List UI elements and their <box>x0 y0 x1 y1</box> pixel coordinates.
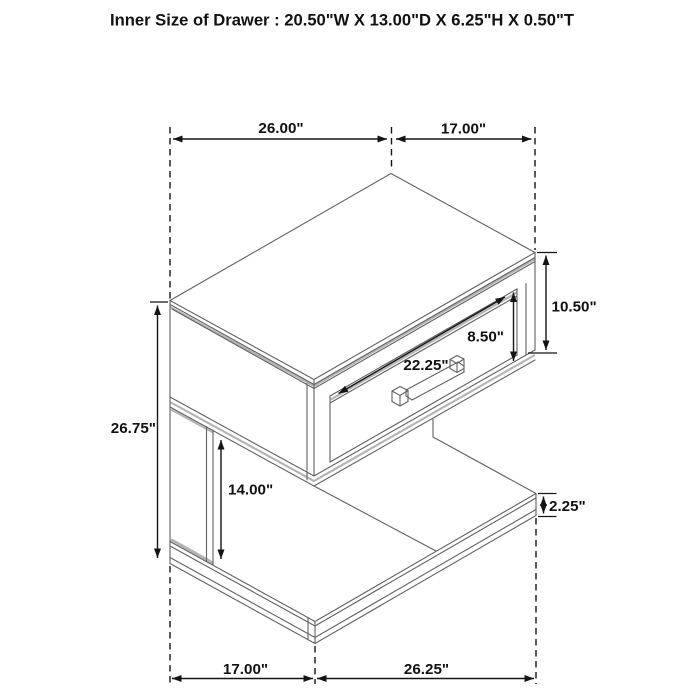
dim-label-base-thickness: 2.25" <box>549 498 586 515</box>
cabinet-outline <box>170 174 535 552</box>
diagram-title: Inner Size of Drawer : 20.50"W X 13.00"D X 6.25"H X 0.50"T <box>109 10 575 30</box>
accent-lines <box>170 259 535 563</box>
dim-label-drawer-front-height: 8.50" <box>467 328 504 346</box>
dim-label-base-width: 26.25" <box>403 661 450 678</box>
dim-label-drawer-front-width: 22.25" <box>403 357 449 374</box>
dim-label-top-depth: 17.00" <box>440 120 487 138</box>
extension-lines <box>150 127 557 684</box>
dim-label-base-depth: 17.00" <box>222 661 269 678</box>
dim-label-top-width: 26.00" <box>258 120 304 137</box>
base-platform <box>170 437 536 644</box>
support-panel <box>207 427 214 566</box>
dim-label-clearance-height: 14.00" <box>228 481 274 499</box>
dim-label-cabinet-height: 10.50" <box>551 298 597 316</box>
dim-label-overall-height: 26.75" <box>110 420 156 437</box>
dimension-arrows <box>158 139 547 679</box>
